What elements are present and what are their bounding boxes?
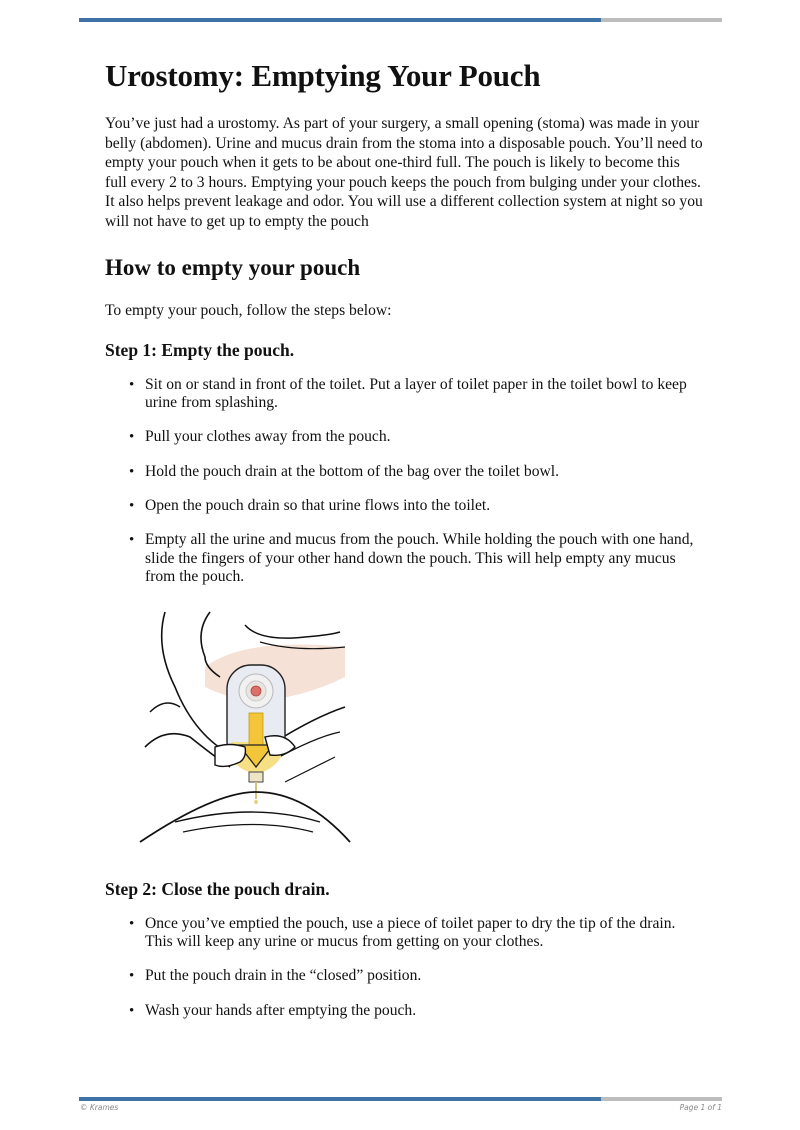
list-item: • Sit on or stand in front of the toilet. Put a layer of toilet paper in the toilet bowl to keep urine from splashing. <box>145 376 705 413</box>
step-1-list <box>105 376 705 587</box>
footer-rule-secondary <box>601 1097 722 1101</box>
list-item: • Pull your clothes away from the pouch. <box>145 428 705 447</box>
intro-paragraph: You’ve just had a urostomy. As part of your surgery, a small opening (stoma) was made in your belly (abdomen). Urine and mucus drain from the stoma into a disposable pouch. You’ll need to empty your pouch when it gets to be about one-third full. The pouch is likely to become this full every 2 to 3 hours. Emptying your pouch keeps the pouch from bulging under your clothes. It also helps prevent leakage and odor. You will use a different collection system at night so you will not have to get up to empty the pouch <box>105 115 703 230</box>
header-rule-secondary <box>601 18 722 22</box>
header-rule-accent <box>79 18 601 22</box>
pouch-emptying-illustration <box>135 607 355 852</box>
footer-rule <box>79 1097 722 1101</box>
document-body <box>105 56 705 1036</box>
section-lead: To empty your pouch, follow the steps below: <box>105 301 392 319</box>
header-rule <box>79 18 722 22</box>
page-title: Urostomy: Emptying Your Pouch <box>105 58 541 93</box>
list-item: • Open the pouch drain so that urine flows into the toilet. <box>145 497 705 516</box>
footer-page-number: Page 1 of 1 <box>679 1103 722 1112</box>
step-2-list <box>105 915 705 1021</box>
step-1-heading: Step 1: Empty the pouch. <box>105 339 295 360</box>
list-item: • Hold the pouch drain at the bottom of the bag over the toilet bowl. <box>145 463 705 482</box>
section-heading: How to empty your pouch <box>105 254 361 280</box>
list-item: • Wash your hands after emptying the pouch. <box>145 1002 705 1021</box>
footer-copyright: © Krames <box>80 1103 119 1112</box>
list-item: • Once you’ve emptied the pouch, use a piece of toilet paper to dry the tip of the drain. This will keep any urine or mucus from getting on your clothes. <box>145 915 705 952</box>
illustration-svg <box>135 607 355 852</box>
footer-rule-accent <box>79 1097 601 1101</box>
list-item: • Put the pouch drain in the “closed” position. <box>145 967 705 986</box>
step-2-heading: Step 2: Close the pouch drain. <box>105 878 330 899</box>
list-item: • Empty all the urine and mucus from the pouch. While holding the pouch with one hand, slide the fingers of your other hand down the pouch. This will help empty any mucus from the pouch. <box>145 531 705 587</box>
